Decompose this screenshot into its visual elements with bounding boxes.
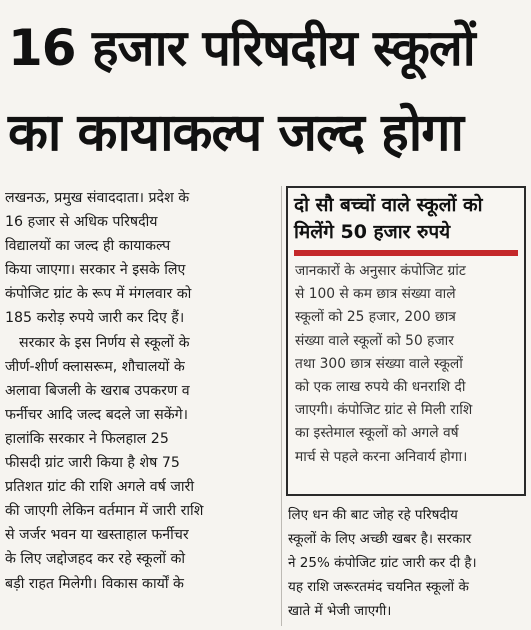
column-divider xyxy=(281,186,282,626)
sidebar-box xyxy=(286,186,526,496)
article-line: फर्नीचर आदि जल्द बदले जा सकेंगे। xyxy=(5,406,189,423)
box-line: का इस्तेमाल स्कूलों को अगले वर्ष xyxy=(295,425,459,442)
box-title-line-2: मिलेंगे 50 हजार रुपये xyxy=(294,221,451,243)
article-line: स्कूलों के लिए अच्छी खबर है। सरकार xyxy=(288,531,472,547)
article-right-column xyxy=(288,503,526,623)
headline-line-2: का कायाकल्प जल्द होगा xyxy=(8,103,463,163)
article-line: कंपोजिट ग्रांट के रूप में मंगलवार को xyxy=(5,286,192,303)
box-title xyxy=(294,192,518,246)
article-line: प्रतिशत ग्रांट की राशि अगले वर्ष जारी xyxy=(5,479,195,496)
box-line: संख्या वाले स्कूलों को 50 हजार xyxy=(295,332,454,349)
box-title-line-1: दो सौ बच्चों वाले स्कूलों को xyxy=(294,194,483,216)
article-line: यह राशि जरूरतमंद चयनित स्कूलों के xyxy=(288,579,469,595)
article-line: लिए धन की बाट जोह रहे परिषदीय xyxy=(288,507,458,523)
article-line: से जर्जर भवन या खस्ताहाल फर्नीचर xyxy=(5,527,189,544)
box-body xyxy=(295,260,517,469)
article-line: लखनऊ, प्रमुख संवाददाता। प्रदेश के xyxy=(5,190,190,206)
article-line: खाते में भेजी जाएगी। xyxy=(288,603,392,619)
box-line: जानकारों के अनुसार कंपोजिट ग्रांट xyxy=(295,263,466,279)
article-line: विद्यालयों का जल्द ही कायाकल्प xyxy=(5,238,171,255)
box-accent-rule xyxy=(294,250,518,256)
box-line: तथा 300 छात्र संख्या वाले स्कूलों xyxy=(295,355,463,372)
article-line: की जाएगी लेकिन वर्तमान में जारी राशि xyxy=(5,503,204,520)
box-line: को एक लाख रुपये की धनराशि दी xyxy=(295,379,466,396)
article-line: जीर्ण-शीर्ण क्लासरूम, शौचालयों के xyxy=(5,358,185,375)
article-line: किया जाएगा। सरकार ने इसके लिए xyxy=(5,262,186,279)
article-line: 185 करोड़ रुपये जारी कर दिए हैं। xyxy=(5,310,185,327)
box-line: जाएगी। कंपोजिट ग्रांट से मिली राशि xyxy=(295,402,473,419)
article-line: अलावा बिजली के खराब उपकरण व xyxy=(5,382,190,399)
box-line: से 100 से कम छात्र संख्या वाले xyxy=(295,286,456,303)
box-line: मार्च से पहले करना अनिवार्य होगा। xyxy=(295,448,468,465)
article-line: ने 25% कंपोजिट ग्रांट जारी कर दी है। xyxy=(288,555,477,571)
box-line: स्कूलों को 25 हजार, 200 छात्र xyxy=(295,309,456,326)
article-line: 16 हजार से अधिक परिषदीय xyxy=(5,214,158,231)
article-line: हालांकि सरकार ने फिलहाल 25 xyxy=(5,430,169,447)
article-line: बड़ी राहत मिलेगी। विकास कार्यों के xyxy=(5,575,184,592)
article-line: के लिए जद्दोजहद कर रहे स्कूलों को xyxy=(5,551,186,568)
article-left-column xyxy=(5,186,277,596)
article-line: सरकार के इस निर्णय से स्कूलों के xyxy=(19,334,190,351)
article-line: फीसदी ग्रांट जारी किया है शेष 75 xyxy=(5,455,180,472)
headline-line-1: 16 हजार परिषदीय स्कूलों xyxy=(8,19,475,77)
